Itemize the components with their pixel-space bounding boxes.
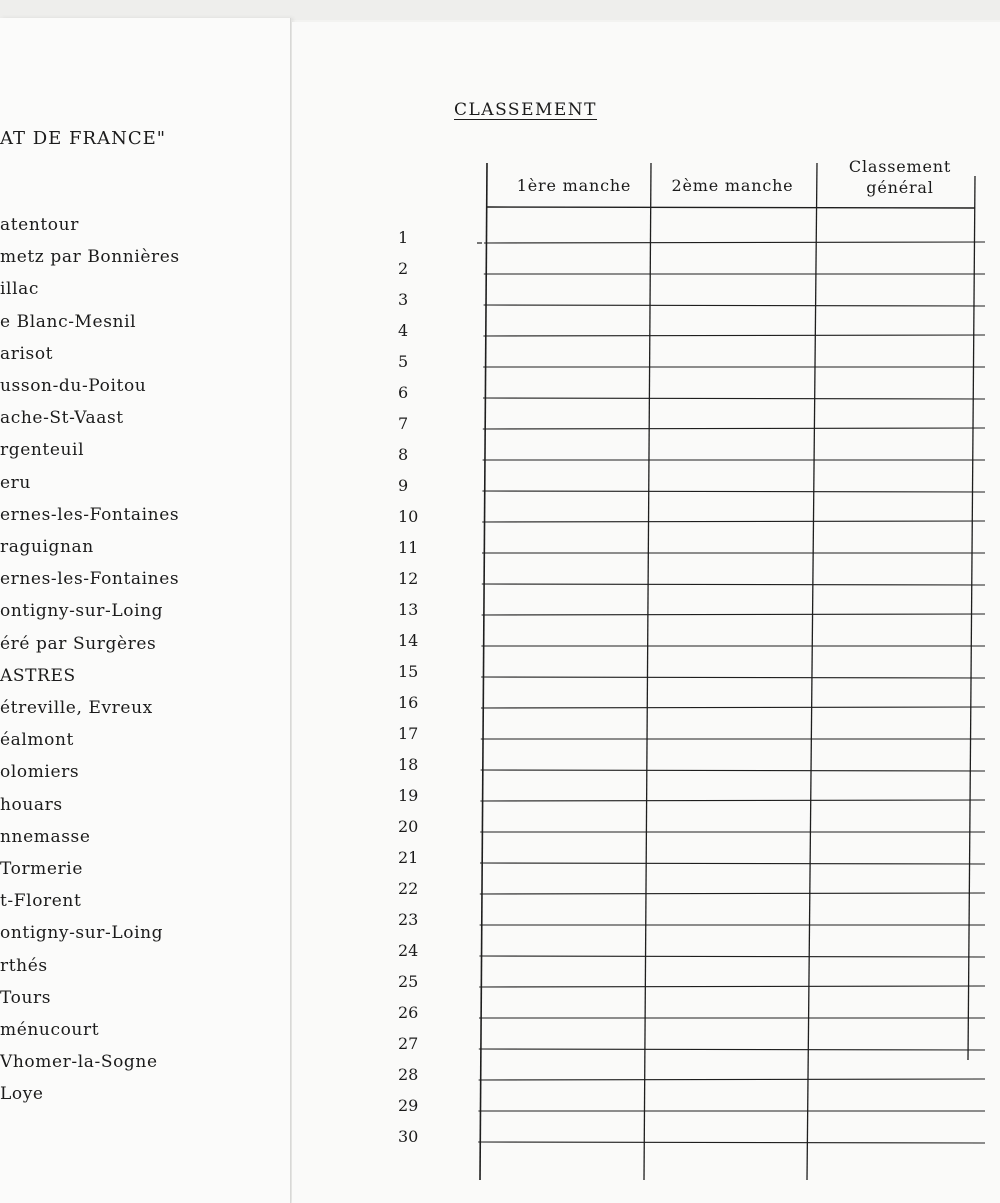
classement-title: CLASSEMENT [454, 100, 598, 120]
row-number: 21 [398, 848, 419, 867]
place-name: rgenteuil [0, 440, 85, 461]
row-number: 19 [398, 786, 419, 805]
place-name: e Blanc-Mesnil [0, 311, 137, 332]
place-name: metz par Bonnières [0, 247, 180, 268]
header-manche-2: 2ème manche [671, 176, 794, 195]
row-line [479, 956, 985, 957]
row-number: 29 [398, 1096, 419, 1115]
place-name: usson-du-Poitou [0, 376, 147, 396]
place-name: éalmont [0, 730, 74, 751]
row-number: 30 [398, 1127, 419, 1146]
row-line [480, 800, 985, 801]
row-number: 17 [398, 724, 419, 743]
row-number: 15 [398, 662, 419, 681]
header-classement-general [820, 156, 980, 198]
place-name: ontigny-sur-Loing [0, 923, 164, 944]
row-number: 1 [398, 228, 409, 247]
row-number: 23 [398, 910, 419, 929]
column-line-right [968, 176, 975, 1060]
place-name: ontigny-sur-Loing [0, 601, 164, 622]
place-name: ernes-les-Fontaines [0, 569, 180, 590]
row-line [483, 335, 985, 336]
place-name: houars [0, 794, 63, 815]
row-number: 11 [398, 538, 419, 557]
place-name: Tours [0, 987, 52, 1008]
row-number: 16 [398, 693, 419, 712]
row-line [480, 893, 985, 894]
row-number: 18 [398, 755, 419, 774]
place-name: étreville, Evreux [0, 698, 153, 718]
row-number: 20 [398, 817, 419, 836]
row-line [483, 428, 985, 429]
row-line [481, 677, 985, 678]
place-name: ASTRES [0, 665, 76, 686]
place-name: éré par Surgères [0, 633, 157, 654]
left-heading: AT DE FRANCE" [0, 128, 167, 149]
row-line [479, 1049, 985, 1050]
row-line [483, 398, 985, 399]
row-line [482, 614, 985, 615]
row-line [484, 242, 985, 243]
place-name: Vhomer-la-Sogne [0, 1052, 158, 1073]
row-line [479, 986, 985, 987]
place-name: ménucourt [0, 1020, 100, 1040]
row-number: 8 [398, 445, 409, 464]
place-name: eru [0, 472, 31, 493]
column-line-2 [644, 163, 651, 1180]
header-manche-1: 1ère manche [516, 176, 632, 195]
row-number: 27 [398, 1034, 419, 1053]
row-number: 24 [398, 941, 419, 960]
place-name: olomiers [0, 762, 80, 783]
row-number: 2 [398, 259, 409, 278]
header-general-line-1: Classement [848, 157, 952, 176]
row-line [482, 491, 985, 492]
place-name: ache-St-Vaast [0, 408, 124, 429]
row-line [482, 584, 985, 585]
row-number: 6 [398, 383, 409, 402]
row-number: 14 [398, 631, 419, 650]
row-number: 13 [398, 600, 419, 619]
place-name: arisot [0, 343, 54, 364]
row-line [478, 1142, 985, 1143]
header-underline [487, 207, 975, 208]
column-line-3 [807, 163, 817, 1180]
row-number: 28 [398, 1065, 419, 1084]
place-name: illac [0, 279, 39, 300]
row-line [481, 770, 985, 771]
place-name: Loye [0, 1084, 44, 1105]
row-number: 3 [398, 290, 409, 309]
place-name: atentour [0, 215, 79, 235]
row-line [481, 707, 985, 708]
row-number: 25 [398, 972, 419, 991]
place-name: raguignan [0, 537, 94, 557]
row-number: 9 [398, 476, 409, 495]
row-line [484, 305, 985, 306]
place-name: t-Florent [0, 891, 82, 912]
row-number: 12 [398, 569, 419, 588]
row-number: 4 [398, 321, 409, 340]
row-line [482, 521, 985, 522]
row-line [480, 863, 985, 864]
header-general-line-2: général [866, 178, 934, 197]
place-name: nnemasse [0, 826, 91, 847]
row-number: 7 [398, 414, 409, 433]
row-number: 22 [398, 879, 419, 898]
place-name: ernes-les-Fontaines [0, 504, 180, 525]
place-name: Tormerie [0, 859, 83, 879]
row-number: 26 [398, 1003, 419, 1022]
column-line-left [480, 163, 487, 1180]
place-name: rthés [0, 955, 48, 976]
row-number: 5 [398, 352, 409, 371]
row-number: 10 [398, 507, 419, 526]
row-line [479, 1079, 985, 1080]
